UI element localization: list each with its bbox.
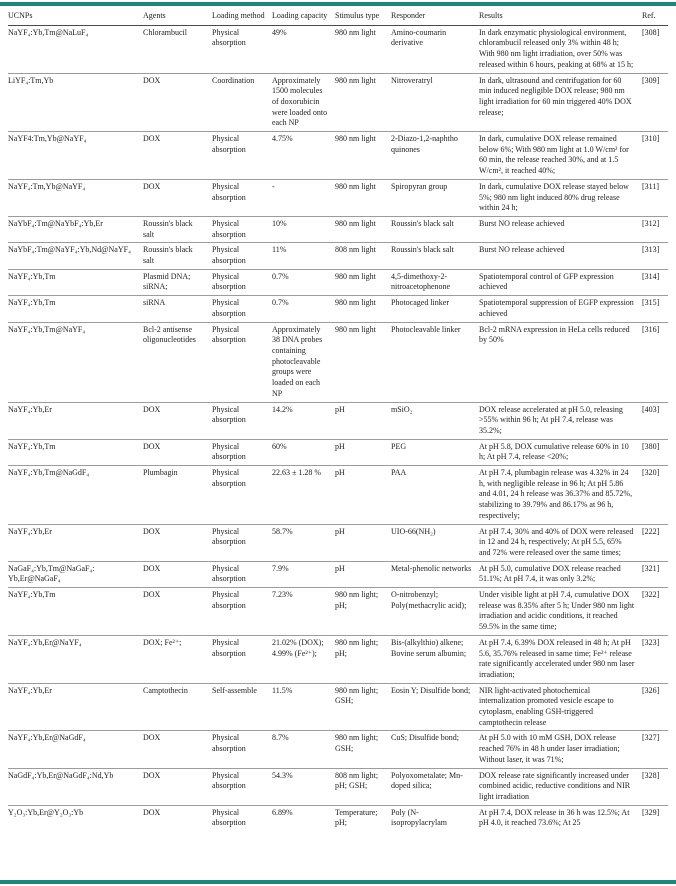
cell-agents: Camptothecin (143, 683, 212, 731)
cell-ucnp: NaYF₄:Yb,Er (8, 402, 143, 439)
table-row (8, 25, 668, 73)
cell-loading_method: Physical absorption (212, 243, 272, 269)
cell-loading_method: Physical absorption (212, 439, 272, 465)
cell-results: Burst NO release achieved (479, 243, 642, 269)
cell-results: At pH 7.4, 30% and 40% of DOX were released in 12 and 24 h, respectively; At pH 5.5, 65% and 72% were released over the same times; (479, 524, 642, 561)
cell-agents: Roussin's black salt (143, 216, 212, 242)
cell-loading_method: Coordination (212, 73, 272, 132)
cell-stimulus_type: 980 nm light; pH; (335, 635, 391, 683)
cell-loading_method: Physical absorption (212, 768, 272, 805)
cell-ref: [322] (642, 588, 668, 636)
cell-loading_method: Physical absorption (212, 807, 246, 828)
cell-ref: [308] (642, 25, 668, 73)
cell-results: At pH 5.8, DOX cumulative release 60% in 10 h; At pH 7.4, release <20%; (479, 439, 642, 465)
cell-responder: Bis-(alkylthio) alkene; Bovine serum albumin; (391, 635, 479, 683)
cell-agents: DOX (143, 807, 161, 817)
cell-results: In dark, cumulative DOX release stayed below 5%; 980 nm light induced 80% drug release within 24 h; (479, 179, 642, 216)
cell-stimulus_type: 980 nm light (335, 25, 391, 73)
cell-agents: DOX (143, 561, 212, 587)
cell-results: In dark, cumulative DOX release remained below 6%; With 980 nm light at 1.0 W/cm² for 60 min, the release reached 30%, and at 1.5 W/cm², it reached 40%; (479, 132, 642, 180)
cell-responder: Roussin's black salt (391, 243, 479, 269)
table-row (8, 296, 668, 322)
cell-agents: DOX (143, 731, 212, 768)
cell-loading_method: Physical absorption (212, 588, 272, 636)
cell-ucnp: NaYF₄:Yb,Er@NaGdF₄ (8, 731, 143, 768)
cell-loading_method: Self-assemble (212, 683, 272, 731)
cell-loading_capacity: 8.7% (272, 731, 335, 768)
header-stimulus-type: Stimulus type (335, 6, 391, 25)
cell-loading_method: Physical absorption (212, 635, 272, 683)
cell-responder: PEG (391, 439, 479, 465)
table-row (8, 588, 668, 636)
cell-stimulus_type: 980 nm light (335, 179, 391, 216)
cell-responder: Polyoxometalate; Mn-doped silica; (391, 768, 479, 805)
cell-responder: 4,5-dimethoxy-2-nitroacetophenone (391, 269, 479, 295)
cell-stimulus_type: pH (335, 524, 391, 561)
table-row (8, 132, 668, 180)
cell-ucnp: NaYF₄:Yb,Tm@NaGdF₄ (8, 466, 143, 525)
cell-ucnp: NaYF₄:Yb,Tm (8, 588, 143, 636)
cell-ref: [326] (642, 683, 668, 731)
cell-agents: DOX; Fe²⁺; (143, 635, 212, 683)
cell-stimulus_type: 980 nm light; GSH; (335, 683, 391, 731)
cell-ucnp: NaYF4:Tm,Yb@NaYF₄ (8, 132, 143, 180)
cell-agents: siRNA (143, 296, 212, 322)
cell-ref: [316] (642, 322, 668, 402)
cell-responder: O-nitrobenzyl; Poly(methacrylic acid); (391, 588, 479, 636)
table-row (8, 466, 668, 525)
cell-stimulus_type: 980 nm light (335, 73, 391, 132)
cell-stimulus_type: pH (335, 402, 391, 439)
cell-loading_capacity: 7.9% (272, 561, 335, 587)
cell-loading_capacity: 10% (272, 216, 335, 242)
cell-loading_capacity: 54.3% (272, 768, 335, 805)
cell-results: Bcl-2 mRNA expression in HeLa cells reduced by 50% (479, 322, 642, 402)
cell-agents: DOX (143, 439, 212, 465)
cell-stimulus_type: Temperature; pH; (335, 807, 378, 828)
cell-loading_capacity: 7.23% (272, 588, 335, 636)
cell-agents: DOX (143, 588, 212, 636)
cell-stimulus_type: 808 nm light (335, 243, 391, 269)
table-row (8, 683, 668, 731)
header-row (8, 6, 668, 25)
cell-ref: [327] (642, 731, 668, 768)
table-row (8, 179, 668, 216)
cell-ref: [380] (642, 439, 668, 465)
cell-ucnp: NaYF₄:Yb,Tm (8, 296, 143, 322)
header-loading-method: Loading method (212, 6, 272, 25)
cell-ref: [320] (642, 466, 668, 525)
cell-loading_capacity: 11% (272, 243, 335, 269)
cell-loading_method: Physical absorption (212, 132, 272, 180)
table-header (8, 6, 668, 25)
cell-responder: Photocleavable linker (391, 322, 479, 402)
table-row (8, 635, 668, 683)
cell-loading_method: Physical absorption (212, 269, 272, 295)
cell-responder: Metal-phenolic networks (391, 561, 479, 587)
cell-agents: DOX (143, 132, 212, 180)
cell-loading_capacity: 11.5% (272, 683, 335, 731)
header-agents: Agents (143, 6, 212, 25)
cell-stimulus_type: pH (335, 561, 391, 587)
cell-ref: [222] (642, 524, 668, 561)
cell-ucnp: NaYF₄:Yb,Er (8, 524, 143, 561)
table-row (8, 805, 668, 831)
table-row (8, 731, 668, 768)
cell-agents: DOX (143, 73, 212, 132)
cell-responder: 2-Diazo-1,2-naphtho quinones (391, 132, 479, 180)
cell-agents: DOX (143, 402, 212, 439)
cell-ucnp: NaYF₄:Yb,Er@NaYF₄ (8, 635, 143, 683)
cell-responder: CuS; Disulfide bond; (391, 731, 479, 768)
cell-loading_capacity: 0.7% (272, 296, 335, 322)
header-results: Results (479, 6, 642, 25)
cell-results: Spatiotemporal control of GFP expression achieved (479, 269, 642, 295)
cell-stimulus_type: 980 nm light; pH; (335, 588, 391, 636)
cell-loading_capacity: Approximately 38 DNA probes containing photocleavable groups were loaded on each NP (272, 322, 335, 402)
cell-ref: [329] (642, 807, 660, 817)
table-row (8, 322, 668, 402)
cell-stimulus_type: 808 nm light; pH; GSH; (335, 768, 391, 805)
cell-ucnp: NaYbF₄:Tm@NaYbF₄:Yb,Er (8, 216, 143, 242)
table-row (8, 524, 668, 561)
cell-loading_capacity: 0.7% (272, 269, 335, 295)
cell-results: At pH 5.0 with 10 mM GSH, DOX release reached 76% in 48 h under laser irradiation; Without laser, it was 71%; (479, 731, 642, 768)
header-ucnps: UCNPs (8, 6, 143, 25)
table-body (8, 25, 668, 831)
cell-loading_capacity: 49% (272, 25, 335, 73)
cell-responder: PAA (391, 466, 479, 525)
cell-loading_method: Physical absorption (212, 402, 272, 439)
table-row (8, 269, 668, 295)
cell-ucnp: LiYF₄:Tm,Yb (8, 73, 143, 132)
cell-ref: [311] (642, 179, 668, 216)
cell-loading_capacity: 6.89% (272, 807, 293, 817)
cell-stimulus_type: 980 nm light; GSH; (335, 731, 391, 768)
cell-loading_method: Physical absorption (212, 25, 272, 73)
cell-ucnp: NaYF₄:Yb,Tm@NaYF₄ (8, 322, 143, 402)
cell-loading_capacity: 22.63 ± 1.28 % (272, 466, 335, 525)
cell-ucnp: NaYF₄:Yb,Er (8, 683, 143, 731)
cell-agents: DOX (143, 524, 212, 561)
cell-ucnp: NaGdF₄:Yb,Er@NaGdF₄:Nd,Yb (8, 768, 143, 805)
cell-loading_method: Physical absorption (212, 216, 272, 242)
cell-responder: mSiO₂ (391, 402, 479, 439)
cell-loading_method: Physical absorption (212, 179, 272, 216)
table-row (8, 561, 668, 587)
cell-results: Burst NO release achieved (479, 216, 642, 242)
cell-ucnp: NaYF₄:Yb,Tm (8, 269, 143, 295)
table-row (8, 768, 668, 805)
table-row (8, 216, 668, 242)
cell-stimulus_type: 980 nm light (335, 269, 391, 295)
cell-ref: [313] (642, 243, 668, 269)
cell-stimulus_type: pH (335, 439, 391, 465)
cell-ref: [314] (642, 269, 668, 295)
cell-results: Spatiotemporal suppression of EGFP expression achieved (479, 296, 642, 322)
cell-results: In dark enzymatic physiological environment, chlorambucil released only 3% within 48 h; With 980 nm light irradiation, over 50% was released within 6 hours, peaking at 68% at 15 h; (479, 25, 642, 73)
cell-ref: [323] (642, 635, 668, 683)
cell-agents: DOX (143, 768, 212, 805)
cell-ucnp: NaYF₄:Yb,Tm (8, 439, 143, 465)
cell-stimulus_type: 980 nm light (335, 296, 391, 322)
cell-ucnp: NaGaF₄:Yb,Tm@NaGaF₄: Yb,Er@NaGaF₄ (8, 561, 143, 587)
cell-responder: UIO-66(NH₂) (391, 524, 479, 561)
cell-loading_capacity: 21.02% (DOX); 4.99% (Fe²⁺); (272, 635, 335, 683)
cell-agents: Plumbagin (143, 466, 212, 525)
cell-agents: Bcl-2 antisense oligonucleotides (143, 322, 212, 402)
cell-responder: Poly (N-isopropylacrylam (391, 807, 447, 828)
cell-results: At pH 5.0, cumulative DOX release reached 51.1%; At pH 7.4, it was only 3.2%; (479, 561, 642, 587)
table-row (8, 73, 668, 132)
cell-agents: Chlorambucil (143, 25, 212, 73)
cell-loading_method: Physical absorption (212, 561, 272, 587)
cell-ref: [312] (642, 216, 668, 242)
table-row (8, 243, 668, 269)
cell-ucnp: Y₂O₃:Yb,Er@Y₂O₃:Yb (8, 807, 84, 817)
header-responder: Responder (391, 6, 479, 25)
cell-loading_capacity: 14.2% (272, 402, 335, 439)
cell-stimulus_type: 980 nm light (335, 216, 391, 242)
cell-agents: DOX (143, 179, 212, 216)
cell-stimulus_type: 980 nm light (335, 322, 391, 402)
cell-results: At pH 7.4, plumbagin release was 4.32% in 24 h, with negligible release in 96 h; At pH 5.86 and 4.01, 24 h release was 36.37% and 85.72%, stabilizing to 39.79% and 86.17% at 96 h, respectively; (479, 466, 642, 525)
table-row (8, 439, 668, 465)
cell-ref: [321] (642, 561, 668, 587)
cell-agents: Roussin's black salt (143, 243, 212, 269)
cell-stimulus_type: pH (335, 466, 391, 525)
cell-loading_method: Physical absorption (212, 731, 272, 768)
cell-loading_capacity: 58.7% (272, 524, 335, 561)
cell-ucnp: NaYF₄:Yb,Tm@NaLuF₄ (8, 25, 143, 73)
cell-responder: Nitroveratryl (391, 73, 479, 132)
cell-responder: Roussin's black salt (391, 216, 479, 242)
cell-ucnp: NaYbF₄:Tm@NaYF₄:Yb,Nd@NaYF₄ (8, 243, 143, 269)
cell-loading_capacity: 60% (272, 439, 335, 465)
header-ref: Ref. (642, 6, 668, 25)
cell-loading_capacity: 4.75% (272, 132, 335, 180)
cell-responder: Eosin Y; Disulfide bond; (391, 683, 479, 731)
cell-loading_method: Physical absorption (212, 466, 272, 525)
cell-ref: [328] (642, 768, 668, 805)
cell-results: DOX release accelerated at pH 5.0, releasing >55% within 96 h; At pH 7.4, release was 35.2%; (479, 402, 642, 439)
cell-responder: Amino-coumarin derivative (391, 25, 479, 73)
cell-results: Under visible light at pH 7.4, cumulative DOX release was 8.35% after 5 h; Under 980 nm light irradiation and acidic conditions, it reached 59.5% in the same time; (479, 588, 642, 636)
cell-results: At pH 7.4, DOX release in 36 h was 12.5%; At pH 4.0, it reached 73.6%; At 25 (479, 807, 630, 828)
cell-loading_capacity: Approximately 1500 molecules of doxorubicin were loaded onto each NP (272, 73, 335, 132)
cell-results: NIR light-activated photochemical internalization promoted vesicle escape to cytoplasm, enabling GSH-triggered camptothecin release (479, 683, 642, 731)
cell-stimulus_type: 980 nm light (335, 132, 391, 180)
cell-responder: Photocaged linker (391, 296, 479, 322)
table-row (8, 402, 668, 439)
cell-loading_method: Physical absorption (212, 296, 272, 322)
cell-results: In dark, ultrasound and centrifugation for 60 min induced negligible DOX release; 980 nm light irradiation for 60 min triggered 40% DOX release; (479, 73, 642, 132)
cell-results: DOX release rate significantly increased under combined acidic, reductive conditions and NIR light irradiation (479, 768, 642, 805)
cell-ucnp: NaYF₄:Tm,Yb@NaYF₄ (8, 179, 143, 216)
ucnp-table (8, 6, 668, 831)
cell-loading_method: Physical absorption (212, 524, 272, 561)
cell-responder: Spiropyran group (391, 179, 479, 216)
cell-results: At pH 7.4, 6.39% DOX released in 48 h; At pH 5.6, 35.76% released in same time; Fe²⁺ release rate significantly accelerated under 980 nm laser irradiation; (479, 635, 642, 683)
cell-loading_capacity: - (272, 179, 335, 216)
cell-loading_method: Physical absorption (212, 322, 272, 402)
cell-ref: [310] (642, 132, 668, 180)
table-bottom-rule (0, 880, 676, 884)
cell-ref: [315] (642, 296, 668, 322)
cell-ref: [309] (642, 73, 668, 132)
header-loading-capacity: Loading capacity (272, 6, 335, 25)
cell-ref: [403] (642, 402, 668, 439)
cell-agents: Plasmid DNA; siRNA; (143, 269, 212, 295)
